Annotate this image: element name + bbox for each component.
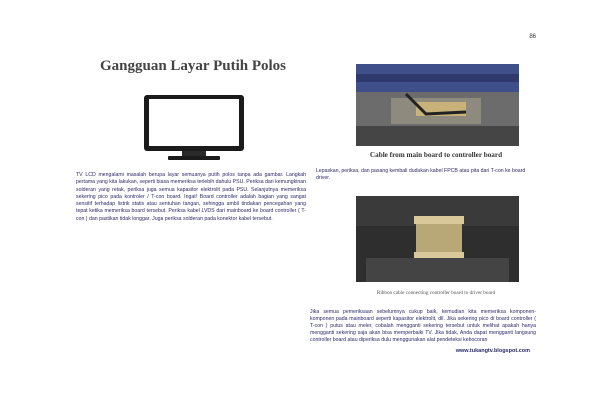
page-title: Gangguan Layar Putih Polos: [99, 58, 286, 74]
main-board-cable-caption: Cable from main board to controller board: [369, 151, 503, 159]
disconnect-instruction: Lepaskan, periksa, dan pasang kembali dudukan kabel FPCB atau pita dari T-con ke board driver.: [316, 168, 526, 182]
document-page: [58, 28, 544, 372]
footer-url: www.tukangtv.blogspot.com: [455, 348, 530, 354]
ribbon-cable-photo: [356, 196, 519, 282]
component-check-paragraph: Jika semua pemeriksaan sebelumnya cukup baik, kemudian kita memeriksa komponen-komponen pada mainboard seperti kapasitor elektrolit, dll. Jika sekering pico di board controller ( T-con ) putus atau meler, cobalah mengganti sekering tersebut untuk melihat apakah hanya mengganti sekering saja akan bisa memperbaiki TV. Jika tidak, Anda dapat mengganti langsung controller board atau diperiksa dulu menggunakan alat pendeteksi kebocoran: [310, 309, 536, 344]
tv-icon: [138, 93, 250, 163]
page-number: 86: [529, 34, 536, 40]
main-board-cable-photo: [356, 64, 519, 146]
ribbon-cable-caption: Ribbon cable connecting controller board to driver board: [376, 290, 496, 296]
intro-paragraph: TV LCD mengalami masalah berupa layar semuanya putih polos tanpa ada gambar. Langkah pertama yang kita lakukan, seperti biasa memeriksa terlebih dahulu PSU. Periksa dari kemungkinan solderan yang retak, periksa juga semua kapasitor elektrolit pada PSU. Selanjutnya memeriksa sekering pico pada kontroler / T-con board. Ingat! Board controller adalah bagian yang sangat sensitif terhadap listrik statis atau sentuhan tangan, sehingga ambil tindakan pencegahan yang tepat ketika memeriksa board tersebut. Periksa kabel LVDS dari mainboard ke board controller ( T-con ) dan pastikan tidak longgar. Juga periksa solderan pada konektor kabel tersebut.: [76, 172, 306, 222]
